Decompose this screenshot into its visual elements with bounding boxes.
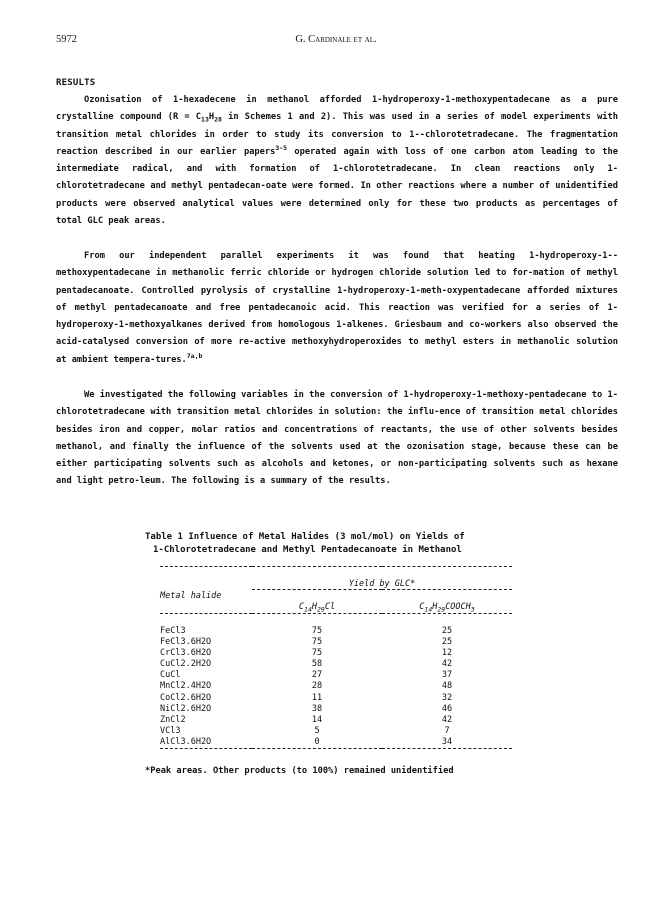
chlorotetradecane-yield-cell: 27 (311, 670, 323, 681)
paragraph-parallel-experiments: From our independent parallel experiments it was found that heating 1-hydroperoxy-1--methoxypentadecane in methanolic ferric chloride or hydrogen chloride solution led to for-mation of methyl pentadecanoate. Controlled pyrolysis of crystalline 1-hydroperoxy-1-meth-oxypentadecane afforded mixtures of methyl pentadecanoate and free pentadecanoic acid. This reaction was verified for a series of 1-hydroperoxy-1-methoxyalkanes derived from homologous 1-alkenes. Griesbaum and co-workers also observed the acid-catalysed conversion of more re-active methoxyhydroperoxides to methyl esters in methanolic solution at ambient tempera-tures.$^{7a,b}$ (56, 251, 618, 365)
column-header-methyl-pentadecanoate: $C_{14}H_{29}COOCH_3$ (419, 602, 475, 614)
table-caption-line-1: Table 1 Influence of Metal Halides (3 mol/mol) on Yields of (145, 532, 465, 542)
results-table (160, 566, 512, 760)
metal-halide-cell: CoCl2.6H2O (160, 692, 212, 703)
table-caption-line-2: 1-Chlorotetradecane and Methyl Pentadecanoate in Methanol (153, 545, 462, 555)
chlorotetradecane-yield-cell: 75 (311, 636, 323, 647)
chlorotetradecane-yield-cell: 5 (314, 726, 320, 737)
table-row (160, 737, 512, 749)
ester-yield-cell: 37 (441, 670, 453, 681)
chlorotetradecane-yield-cell: 75 (311, 647, 323, 658)
table-row (160, 703, 512, 714)
ester-yield-cell: 7 (444, 726, 450, 737)
metal-halide-cell: VCl3 (160, 726, 181, 737)
table-footnote: *Peak areas. Other products (to 100%) remained unidentified (145, 766, 454, 776)
table-body (160, 625, 512, 749)
ester-yield-cell: 46 (441, 703, 453, 714)
ester-yield-cell: 32 (441, 692, 453, 703)
table-caption (145, 531, 527, 557)
table-row (160, 692, 512, 703)
section-heading: RESULTS (56, 78, 96, 88)
ester-yield-cell: 12 (441, 647, 453, 658)
metal-halide-cell: CuCl (160, 670, 181, 681)
metal-halide-cell: CuCl2.2H2O (160, 659, 212, 670)
table-row (160, 659, 512, 670)
ester-yield-cell: 42 (441, 659, 453, 670)
running-author: G. Cardinale et al. (295, 34, 377, 45)
page-header (56, 34, 616, 50)
table-row (160, 636, 512, 647)
table-row (160, 726, 512, 737)
yield-header: Yield by GLC* (348, 578, 416, 589)
table-row (160, 681, 512, 692)
column-header-chlorotetradecane: $C_{14}H_{29}Cl$ (298, 602, 336, 614)
paragraph-ozonisation: Ozonisation of 1-hexadecene in methanol afforded 1-hydroperoxy-1-methoxypentadecane as a pure crystalline compound ($R = C_{13}H_{28}$ in Schemes 1 and 2). This was used in a series of model experiments with transition metal chlorides in order to study its conversion to 1--chlorotetradecane. The fragmentation reaction described in our earlier papers$^{3-5}$ operated again with loss of one carbon atom leading to the intermediate radical, and with formation of 1-chlorotetradecane. In clean reactions only 1-chlorotetradecane and methyl pentadecan-oate were formed. In other reactions where a number of unidentified products were observed analytical values were determined only for these two products as percentages of total GLC peak areas. (56, 95, 618, 227)
chlorotetradecane-yield-cell: 38 (311, 703, 323, 714)
chlorotetradecane-yield-cell: 28 (311, 681, 323, 692)
metal-halide-header: Metal halide (160, 590, 222, 601)
paragraph-variables: We investigated the following variables in the conversion of 1-hydroperoxy-1-methoxy-pentadecane to 1-chlorotetradecane with transition metal chlorides in solution: the influ-ence of transition metal chlorides besides iron and copper, molar ratios and concentrations of reactants, the use of other solvents besides methanol, and finally the influence of the solvents used at the ozonisation stage, because these can be either participating solvents such as alcohols and ketones, or non-participating solvents such as hexane and light petro-leum. The following is a summary of the results. (56, 390, 618, 487)
metal-halide-cell: MnCl2.4H2O (160, 681, 212, 692)
table-row (160, 647, 512, 658)
table-row (160, 714, 512, 725)
page-number: 5972 (56, 34, 77, 45)
ester-yield-cell: 48 (441, 681, 453, 692)
metal-halide-cell: AlCl3.6H2O (160, 737, 212, 748)
metal-halide-cell: ZnCl2 (160, 715, 186, 726)
ester-yield-cell: 25 (441, 636, 453, 647)
ester-yield-cell: 34 (441, 737, 453, 748)
ester-yield-cell: 25 (441, 625, 453, 636)
chlorotetradecane-yield-cell: 11 (311, 692, 323, 703)
metal-halide-cell: FeCl3 (160, 625, 186, 636)
metal-halide-cell: CrCl3.6H2O (160, 647, 212, 658)
ester-yield-cell: 42 (441, 715, 453, 726)
metal-halide-cell: NiCl2.6H2O (160, 703, 212, 714)
chlorotetradecane-yield-cell: 58 (311, 659, 323, 670)
metal-halide-cell: FeCl3.6H2O (160, 636, 212, 647)
table-row (160, 670, 512, 681)
chlorotetradecane-yield-cell: 0 (314, 737, 320, 748)
chlorotetradecane-yield-cell: 75 (311, 625, 323, 636)
chlorotetradecane-yield-cell: 14 (311, 715, 323, 726)
table-row (160, 625, 512, 636)
